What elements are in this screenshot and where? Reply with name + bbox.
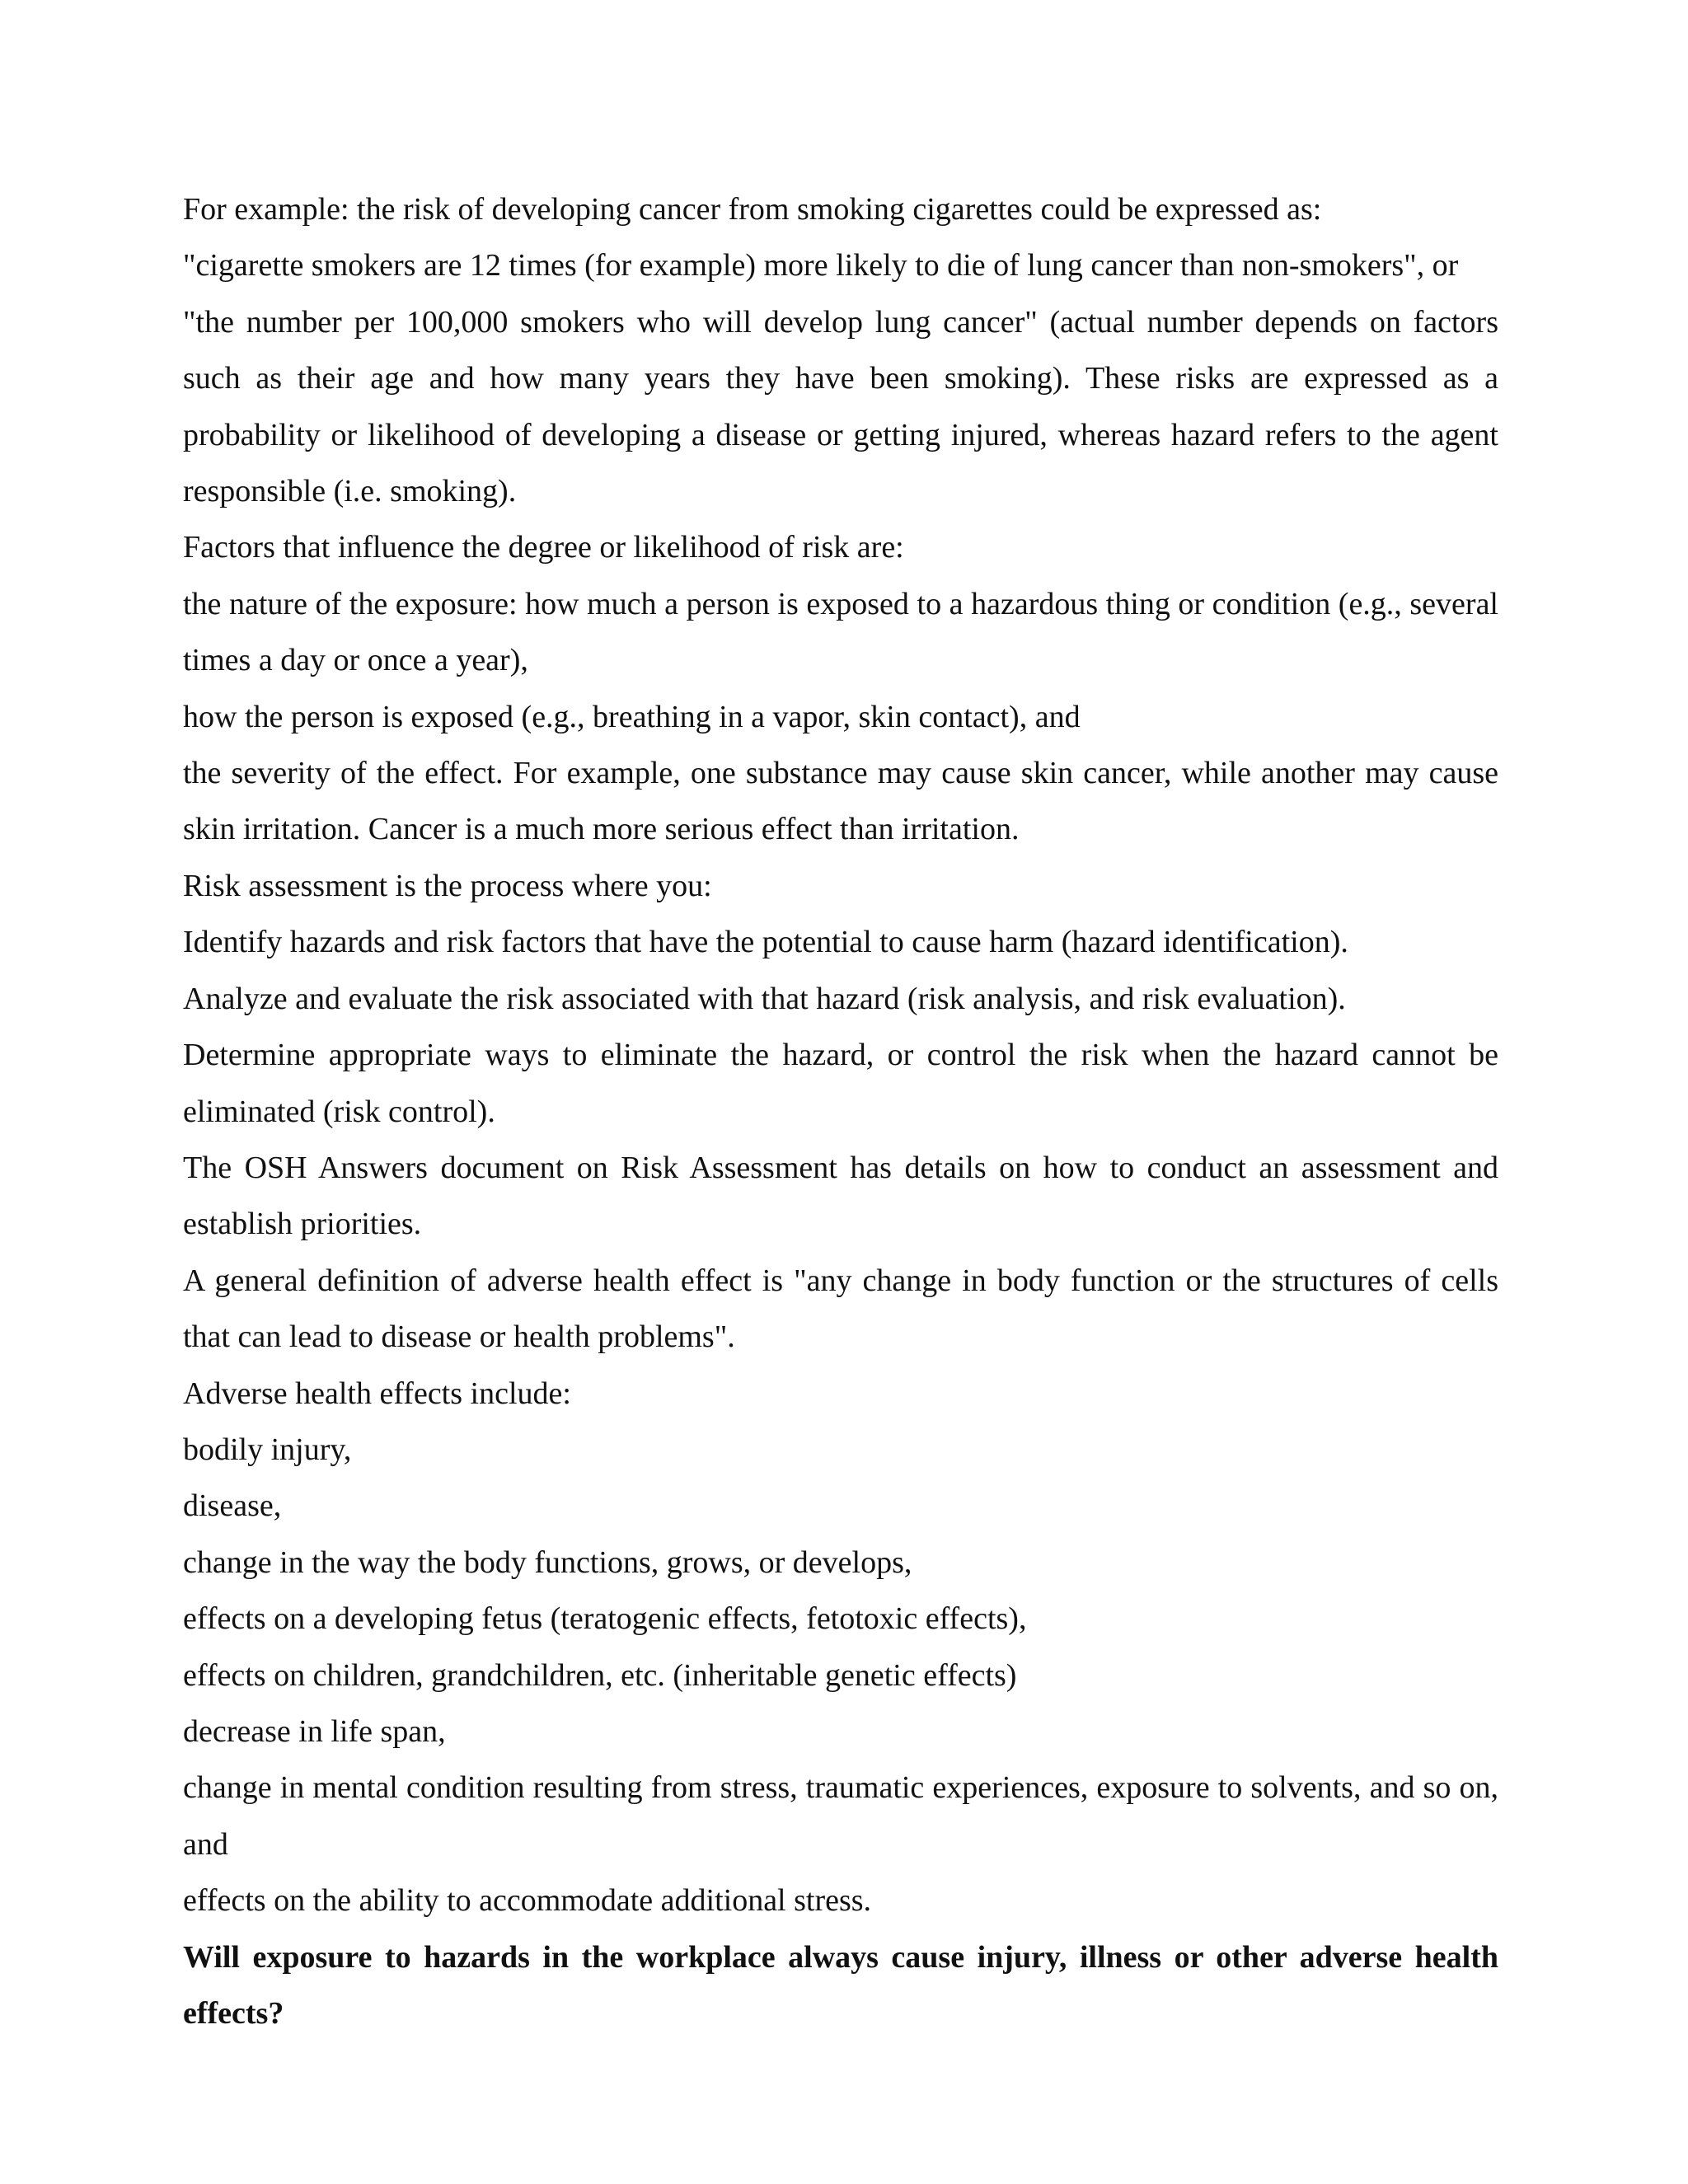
- list-item-disease: disease,: [183, 1488, 282, 1524]
- list-item-fetus-effects: effects on a developing fetus (teratogenic effects, fetotoxic effects),: [183, 1601, 1027, 1637]
- section-heading-exposure-question: Will exposure to hazards in the workplace always cause injury, illness or other adverse health effects?: [183, 1939, 1498, 2031]
- paragraph-identify-hazards: Identify hazards and risk factors that have the potential to cause harm (hazard identification).: [183, 925, 1348, 960]
- list-item-children-effects: effects on children, grandchildren, etc. (inheritable genetic effects): [183, 1657, 1017, 1693]
- paragraph-factors-intro: Factors that influence the degree or likelihood of risk are:: [183, 530, 904, 565]
- document-body: [183, 181, 1498, 2041]
- paragraph-adverse-include: Adverse health effects include:: [183, 1376, 571, 1411]
- paragraph-analyze-evaluate: Analyze and evaluate the risk associated with that hazard (risk analysis, and risk evaluation).: [183, 981, 1346, 1016]
- paragraph-determine-ways: Determine appropriate ways to eliminate the hazard, or control the risk when the hazard cannot be eliminated (risk control).: [183, 1038, 1498, 1129]
- paragraph-smokers-times: "cigarette smokers are 12 times (for example) more likely to die of lung cancer than non-smokers", or: [183, 248, 1459, 284]
- list-item-additional-stress: effects on the ability to accommodate additional stress.: [183, 1883, 872, 1919]
- list-item-life-span: decrease in life span,: [183, 1713, 446, 1749]
- list-item-body-functions: change in the way the body functions, grows, or develops,: [183, 1544, 912, 1580]
- paragraph-number-per-100000: "the number per 100,000 smokers who will develop lung cancer" (actual number depends on factors such as their age and how many years they have been smoking). These risks are expressed as a probability or likelihood of developing a disease or getting injured, whereas hazard refers to the agent responsible (i.e. smoking).: [183, 304, 1498, 509]
- paragraph-example-intro: For example: the risk of developing cancer from smoking cigarettes could be expressed as:: [183, 192, 1322, 227]
- paragraph-risk-assessment-intro: Risk assessment is the process where you:: [183, 868, 712, 903]
- paragraph-severity: the severity of the effect. For example, one substance may cause skin cancer, while another may cause skin irritation. Cancer is a much more serious effect than irritation.: [183, 756, 1498, 847]
- paragraph-adverse-definition: A general definition of adverse health effect is "any change in body function or the structures of cells that can lead to disease or health problems".: [183, 1263, 1498, 1355]
- paragraph-nature-of-exposure: the nature of the exposure: how much a person is exposed to a hazardous thing or condition (e.g., several times a day or once a year),: [183, 586, 1498, 678]
- paragraph-how-exposed: how the person is exposed (e.g., breathing in a vapor, skin contact), and: [183, 699, 1081, 734]
- list-item-mental-condition: change in mental condition resulting from stress, traumatic experiences, exposure to solvents, and so on, and: [183, 1770, 1498, 1862]
- list-item-bodily-injury: bodily injury,: [183, 1432, 352, 1467]
- paragraph-osh-answers: The OSH Answers document on Risk Assessment has details on how to conduct an assessment and establish priorities.: [183, 1150, 1498, 1242]
